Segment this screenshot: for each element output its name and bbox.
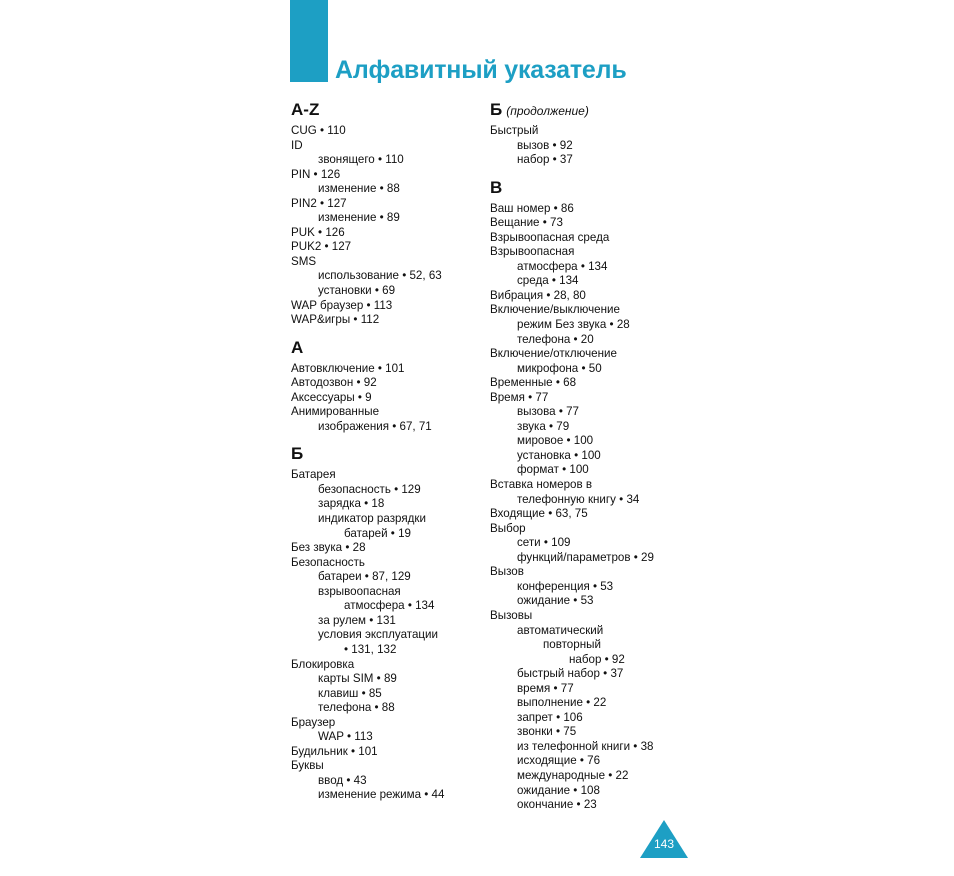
index-subentry: • 131, 132: [344, 642, 397, 656]
index-entry: Вибрация • 28, 80: [490, 288, 586, 302]
index-subentry: изображения • 67, 71: [318, 419, 432, 433]
index-subentry: ввод • 43: [318, 773, 367, 787]
index-subentry: батареи • 87, 129: [318, 570, 411, 584]
index-entry: Выбор: [490, 521, 526, 535]
index-entry: PUK • 126: [291, 225, 345, 239]
index-entry: PIN • 126: [291, 167, 341, 181]
index-subentry: звука • 79: [517, 419, 570, 433]
page-number-badge: [640, 820, 688, 858]
index-subentry: изменение • 89: [318, 211, 400, 225]
index-subentry: ожидание • 108: [517, 783, 600, 797]
index-subentry: взрывоопасная: [318, 584, 401, 598]
index-entry: Блокировка: [291, 657, 355, 671]
section-continuation-note: (продолжение): [506, 104, 589, 118]
section-heading: [291, 98, 501, 124]
index-subentry: формат • 100: [517, 463, 589, 477]
index-entry: Включение/отключение: [490, 347, 617, 361]
index-subentry: установка • 100: [517, 448, 601, 462]
index-subentry: вызова • 77: [517, 405, 579, 419]
index-subentry: изменение • 88: [318, 182, 400, 196]
index-subentry: конференция • 53: [517, 579, 614, 593]
index-subentry: исходящие • 76: [517, 754, 601, 768]
section-heading: [291, 442, 501, 468]
index-subentry: WAP • 113: [318, 730, 373, 744]
index-subentry: время • 77: [517, 681, 574, 695]
index-entry: WAP браузер • 113: [291, 298, 393, 312]
index-subentry: телефонную книгу • 34: [517, 492, 640, 506]
index-entry: Временные • 68: [490, 376, 577, 390]
index-entry: Анимированные: [291, 405, 380, 419]
index-subentry: быстрый набор • 37: [517, 667, 624, 681]
index-entry: PUK2 • 127: [291, 240, 352, 254]
index-entry: Вставка номеров в: [490, 478, 593, 492]
title-accent-bar: [290, 0, 328, 82]
index-entry: CUG • 110: [291, 124, 346, 137]
index-entry: Вещание • 73: [490, 216, 563, 230]
index-subentry: выполнение • 22: [517, 696, 607, 710]
index-entry: Без звука • 28: [291, 541, 366, 555]
section-letter: А: [291, 337, 304, 357]
index-section: [490, 176, 700, 813]
index-subentry: функций/параметров • 29: [517, 550, 654, 564]
index-subentry: клавиш • 85: [318, 686, 382, 700]
index-subentry: вызов • 92: [517, 138, 573, 152]
index-section: [490, 98, 700, 168]
index-entry: Безопасность: [291, 555, 365, 569]
index-entry: Аксессуары • 9: [291, 390, 372, 404]
index-subentry: международные • 22: [517, 768, 629, 782]
index-section: [291, 98, 501, 328]
index-entry: Входящие • 63, 75: [490, 507, 588, 521]
index-entry: Будильник • 101: [291, 744, 378, 758]
index-section: [291, 336, 501, 435]
index-subentry: использование • 52, 63: [318, 269, 442, 283]
index-entry: Вызовы: [490, 608, 533, 622]
index-subentry: сети • 109: [517, 536, 571, 550]
index-entry: Включение/выключение: [490, 303, 620, 317]
index-subentry: батарей • 19: [344, 526, 411, 540]
index-subentry: запрет • 106: [517, 710, 583, 724]
index-subentry: окончание • 23: [517, 798, 597, 812]
section-heading: [291, 336, 501, 362]
index-subentry: телефона • 88: [318, 701, 395, 715]
index-section: [291, 442, 501, 803]
section-heading: [490, 98, 700, 124]
index-subentry: атмосфера • 134: [344, 599, 435, 613]
index-entry: Быстрый: [490, 124, 539, 137]
section-heading: [490, 176, 700, 202]
index-subentry: набор • 92: [569, 652, 625, 666]
index-entry: WAP&игры • 112: [291, 313, 380, 327]
index-subentry: режим Без звука • 28: [517, 318, 630, 332]
index-subentry: набор • 37: [517, 153, 573, 167]
index-subentry: автоматический: [517, 623, 604, 637]
index-entry: ID: [291, 138, 303, 152]
index-subentry: мировое • 100: [517, 434, 594, 448]
index-subentry: индикатор разрядки: [318, 512, 426, 526]
section-letter: A-Z: [291, 100, 320, 119]
index-column-right: [490, 98, 700, 821]
index-entry: Взрывоопасная среда: [490, 230, 610, 244]
section-letter: Б: [490, 100, 503, 119]
index-subentry: ожидание • 53: [517, 594, 594, 608]
index-subentry: изменение режима • 44: [318, 788, 445, 802]
index-subentry: из телефонной книги • 38: [517, 739, 654, 753]
page-title: Алфавитный указатель: [335, 56, 627, 84]
index-subentry: за рулем • 131: [318, 613, 396, 627]
index-subentry: звонки • 75: [517, 725, 577, 739]
index-subentry: телефона • 20: [517, 332, 594, 346]
index-subentry: звонящего • 110: [318, 153, 404, 167]
index-subentry: микрофона • 50: [517, 361, 602, 375]
index-entry: PIN2 • 127: [291, 196, 347, 210]
index-subentry: атмосфера • 134: [517, 259, 608, 273]
index-subentry: зарядка • 18: [318, 497, 385, 511]
index-entry: Браузер: [291, 715, 336, 729]
index-entry: Взрывоопасная: [490, 245, 575, 259]
index-entry: Батарея: [291, 468, 336, 482]
section-letter: Б: [291, 444, 304, 464]
index-entry: SMS: [291, 254, 317, 268]
index-entry: Буквы: [291, 759, 324, 773]
page-number: 143: [653, 837, 675, 851]
index-entry: Автодозвон • 92: [291, 376, 377, 390]
index-entry: Ваш номер • 86: [490, 201, 574, 215]
index-subentry: безопасность • 129: [318, 482, 421, 496]
index-subentry: карты SIM • 89: [318, 672, 397, 686]
index-subentry: повторный: [543, 638, 601, 652]
index-column-left: [291, 98, 501, 811]
index-subentry: условия эксплуатации: [318, 628, 438, 642]
index-subentry: среда • 134: [517, 274, 579, 288]
index-entry: Время • 77: [490, 390, 549, 404]
section-letter: В: [490, 177, 503, 197]
index-entry: Автовключение • 101: [291, 361, 405, 375]
index-subentry: установки • 69: [318, 284, 396, 298]
index-entry: Вызов: [490, 565, 524, 579]
